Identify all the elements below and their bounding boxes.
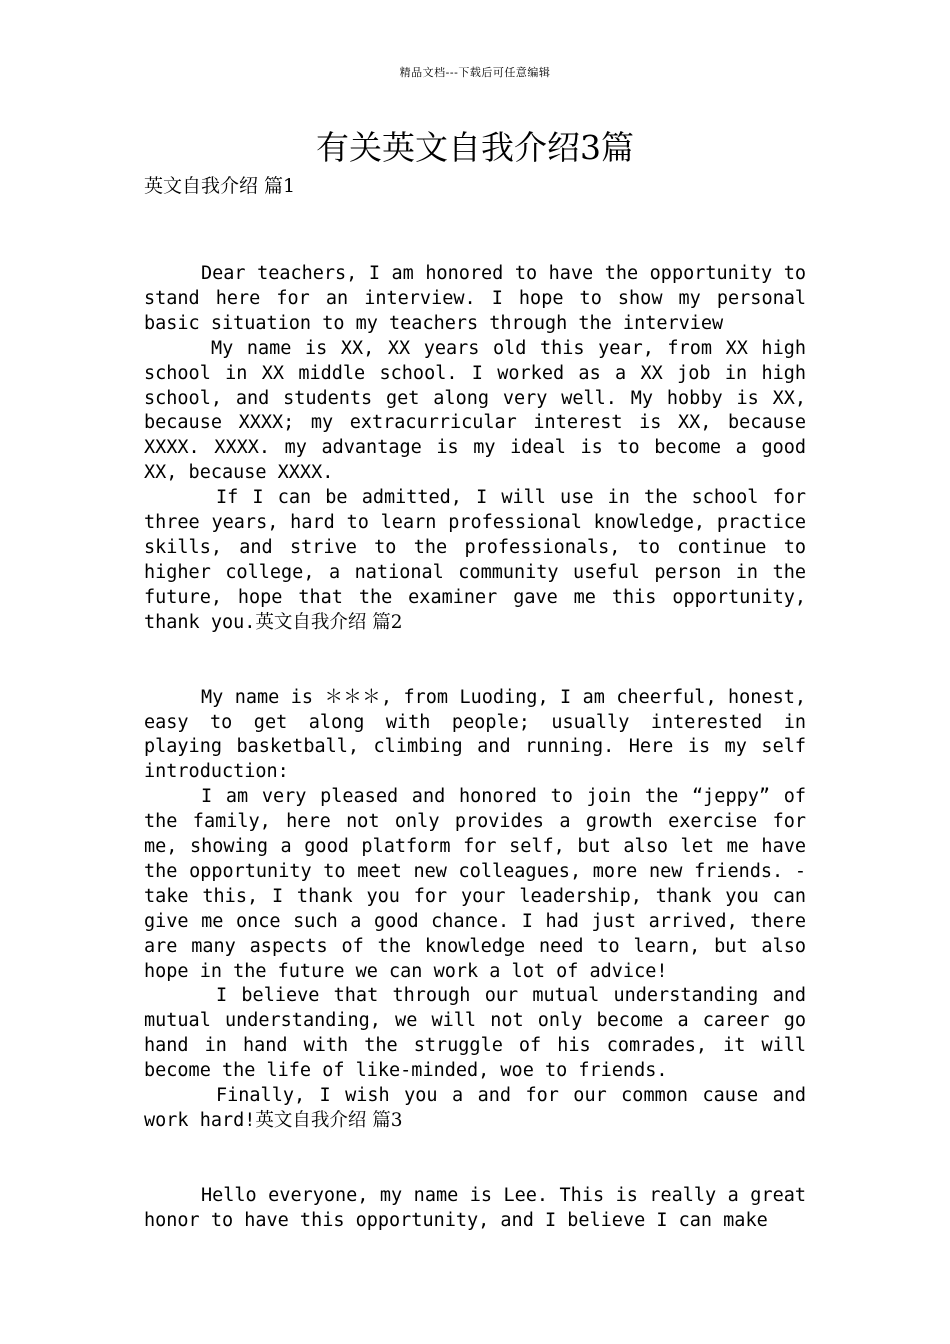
section-1-paragraph-3 — [144, 486, 806, 635]
section-2-paragraph-4 — [144, 1084, 806, 1134]
section-2-paragraph-3: I believe that through our mutual understanding and mutual understanding, we will not only become a career go hand in hand with the struggle of his comrades, it will become the life of like-minded, woe to friends. — [144, 985, 806, 1082]
section-1-paragraph-2: My name is XX, XX years old this year, from XX high school in XX middle school. I worked as a XX job in high school, and students get along very well. My hobby is XX, because XXXX; my extracurricular interest is XX, because XXXX. XXXX. my advantage is my ideal is to become a good XX, because XXXX. — [144, 337, 806, 484]
section-1-paragraph-3-text: If I can be admitted, I will use in the school for three years, hard to learn professional knowledge, practice skills, and strive to the professionals, to continue to higher college, a national community useful person in the future, hope that the examiner gave me this opportunity, thank you. — [144, 487, 806, 633]
document-body — [144, 174, 806, 1234]
page-header: 精品文档---下载后可任意编辑 — [399, 66, 551, 79]
section-1-heading: 英文自我介绍 篇1 — [144, 175, 296, 197]
page-title: 有关英文自我介绍3篇 — [316, 128, 634, 167]
section-1-paragraph-1: Dear teachers, I am honored to have the opportunity to stand here for an interview. I hope to show my personal basic situation to my teachers through the interview — [144, 263, 806, 334]
section-2-heading: 英文自我介绍 篇2 — [255, 611, 403, 633]
section-3-paragraph-1: Hello everyone, my name is Lee. This is really a great honor to have this opportunity, and I believe I can make — [144, 1184, 806, 1231]
section-2-paragraph-2: I am very pleased and honored to join the “jeppy” of the family, here not only provides a growth exercise for me, showing a good platform for self, but also let me have the opportunity to meet new colleagues, more new friends. - take this, I thank you for your leadership, thank you can give me once such a good chance. I had just arrived, there are many aspects of the knowledge need to learn, but also hope in the future we can work a lot of advice! — [144, 786, 806, 982]
section-3-heading: 英文自我介绍 篇3 — [255, 1110, 403, 1131]
section-2-paragraph-4-text: Finally, I wish you a and for our common cause and work hard! — [144, 1085, 806, 1131]
section-2-paragraph-1: My name is ＊＊＊, from Luoding, I am cheerful, honest, easy to get along with people; usually interested in playing basketball, climbing and running. Here is my self introduction: — [144, 686, 806, 783]
